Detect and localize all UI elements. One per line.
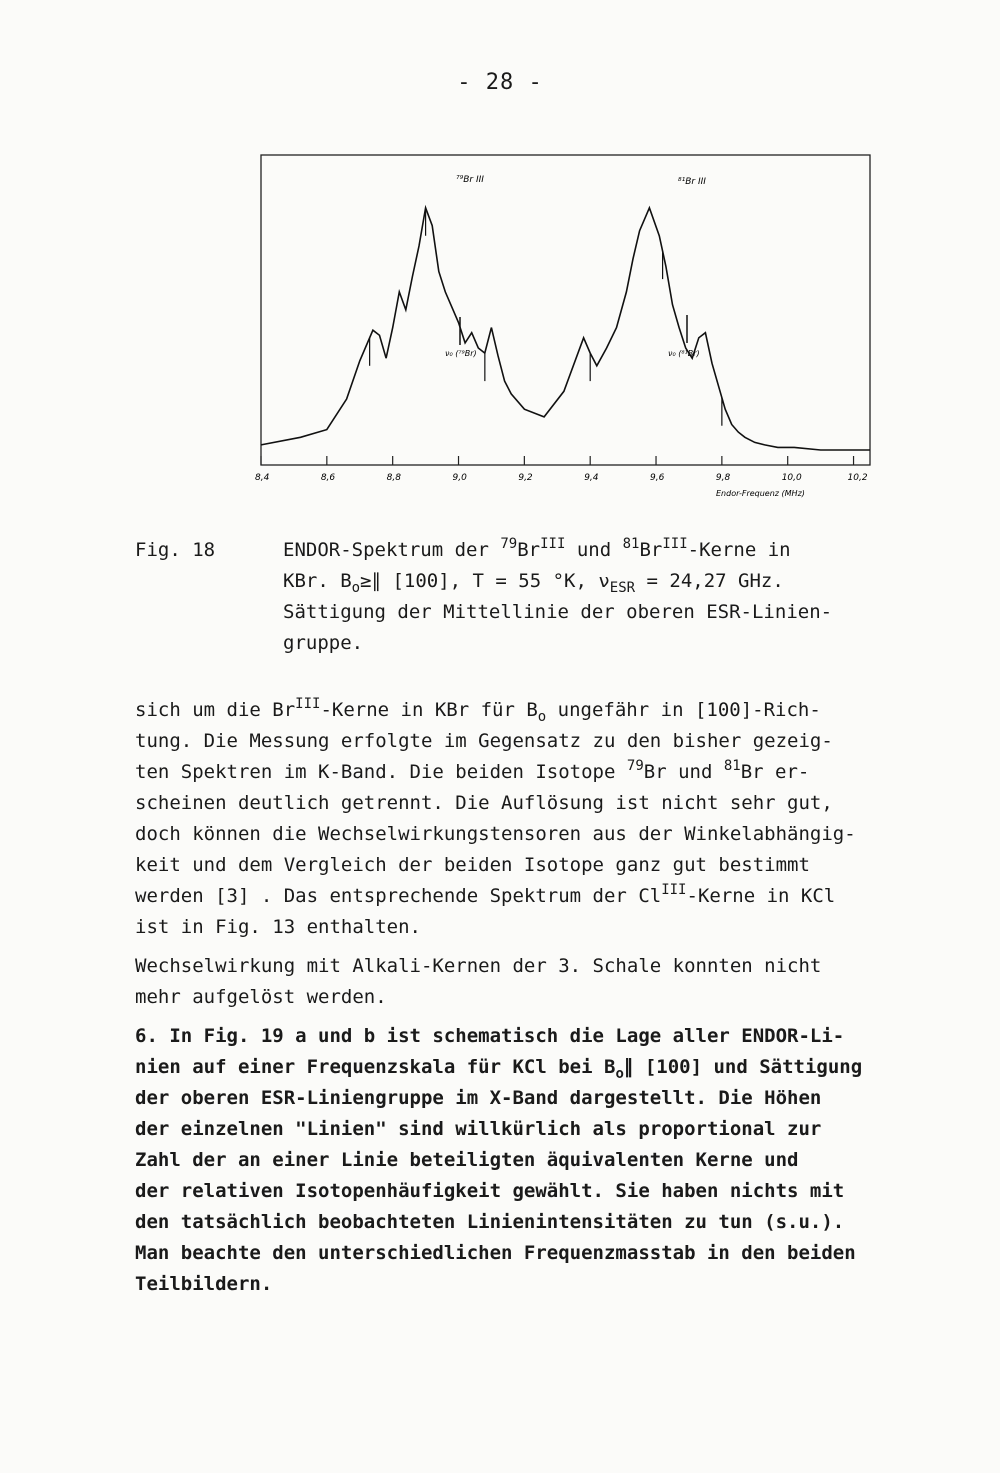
paragraph-2: Wechselwirkung mit Alkali-Kernen der 3. Schale konnten nicht mehr aufgelöst werden.	[135, 955, 822, 1008]
peak-label-br81: ⁸¹Br III	[678, 177, 706, 187]
x-tick-label: 9,0	[452, 473, 467, 483]
caption-line-3: Sättigung der Mittellinie der oberen ESR-Linien-	[283, 601, 833, 623]
caption-text	[283, 535, 933, 659]
endor-spectrum-chart	[255, 150, 878, 505]
endor-spectrum-figure	[255, 150, 878, 505]
nu0-br79-label: ν₀ (⁷⁹Br)	[445, 349, 477, 358]
x-axis-label: Endor-Frequenz (MHz)	[716, 489, 805, 498]
body-text	[135, 695, 965, 1308]
x-tick-label: 8,6	[320, 473, 336, 483]
nu0-br81-label: ν₀ (⁸¹Br)	[668, 349, 700, 358]
paragraph-3: 6. In Fig. 19 a und b ist schematisch die Lage aller ENDOR-Li- nien auf einer Frequenzskala für KCl bei $B_o\parallel$ [100] und Sättigung der oberen ESR-Liniengruppe im X-Band dargestellt. Die Höhen der einzelnen "Linien" sind willkürlich als proportional zur Zahl der an einer Linie beteiligten äquivalenten Kerne und der relativen Isotopenhäufigkeit gewählt. Sie haben nichts mit den tatsächlich beobachteten Linienintensitäten zu tun (s.u.). Man beachte den unterschiedlichen Frequenzmasstab in den beiden Teilbildern.	[135, 1025, 863, 1295]
paragraph-1: sich um die $Br^{III}$-Kerne in KBr für $B_o$ ungefähr in [100]-Rich- tung. Die Messung erfolgte im Gegensatz zu den bisher gezeig- ten Spektren im K-Band. Die beiden Isotope $^{79}$Br und $^{81}$Br er- scheinen deutlich getrennt. Die Auflösung ist nicht sehr gut, doch können die Wechselwirkungstensoren aus der Winkelabhängig- keit und dem Vergleich der beiden Isotope ganz gut bestimmt werden [3] . Das entsprechende Spektrum der $Cl^{III}$-Kerne in KCl ist in Fig. 13 enthalten.	[135, 696, 856, 938]
caption-line-2: KBr. $B_o\ge\parallel$ [100], T = 55 °K, $\nu_{ESR} = 24,27$ GHz.	[283, 570, 784, 596]
chart-frame	[261, 155, 870, 465]
x-tick-label: 9,8	[715, 473, 731, 483]
x-tick-label: 8,4	[255, 473, 270, 483]
x-tick-label: 10,2	[847, 473, 868, 483]
page-number: - 28 -	[457, 70, 543, 95]
caption-line-4: gruppe.	[283, 632, 364, 654]
x-tick-label: 10,0	[781, 473, 802, 483]
figure-label: Fig. 18	[135, 539, 216, 561]
peak-label-br79: ⁷⁹Br III	[456, 175, 484, 185]
x-tick-label: 9,4	[584, 473, 599, 483]
x-tick-label: 9,2	[518, 473, 533, 483]
x-tick-label: 9,6	[650, 473, 665, 483]
x-tick-label: 8,8	[386, 473, 402, 483]
spectrum-line	[261, 208, 870, 450]
caption-line-1: ENDOR-Spektrum der $^{79}Br^{III}$ und $^{81}Br^{III}$-Kerne in	[283, 536, 791, 561]
